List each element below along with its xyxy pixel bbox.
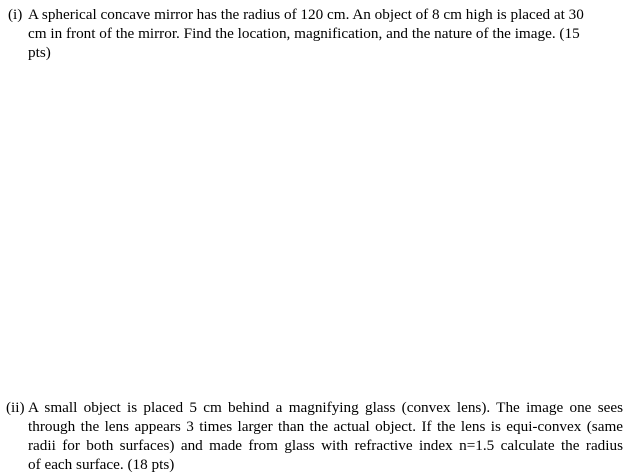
problem-text-line: A spherical concave mirror has the radius of 120 cm. An object of 8 cm high is placed at 30 — [28, 6, 584, 23]
problem-text-line: of each surface. (18 pts) — [28, 456, 175, 473]
problem-text-line: radii for both surfaces) and made from glass with refractive index n=1.5 calculate the radius — [28, 437, 623, 454]
problem-text — [8, 398, 623, 474]
problem-text-line: pts) — [28, 44, 51, 61]
problem-text-line: A small object is placed 5 cm behind a magnifying glass (convex lens). The image one sees — [28, 399, 623, 416]
problem-i — [8, 5, 623, 62]
problem-number: (ii) — [6, 399, 25, 416]
problem-text-line: through the lens appears 3 times larger than the actual object. If the lens is equi-convex (same — [28, 418, 623, 435]
problem-ii — [8, 398, 623, 474]
problem-text-line: cm in front of the mirror. Find the location, magnification, and the nature of the image. (15 — [28, 25, 580, 42]
problem-number: (i) — [8, 6, 23, 23]
problem-text — [8, 5, 623, 62]
